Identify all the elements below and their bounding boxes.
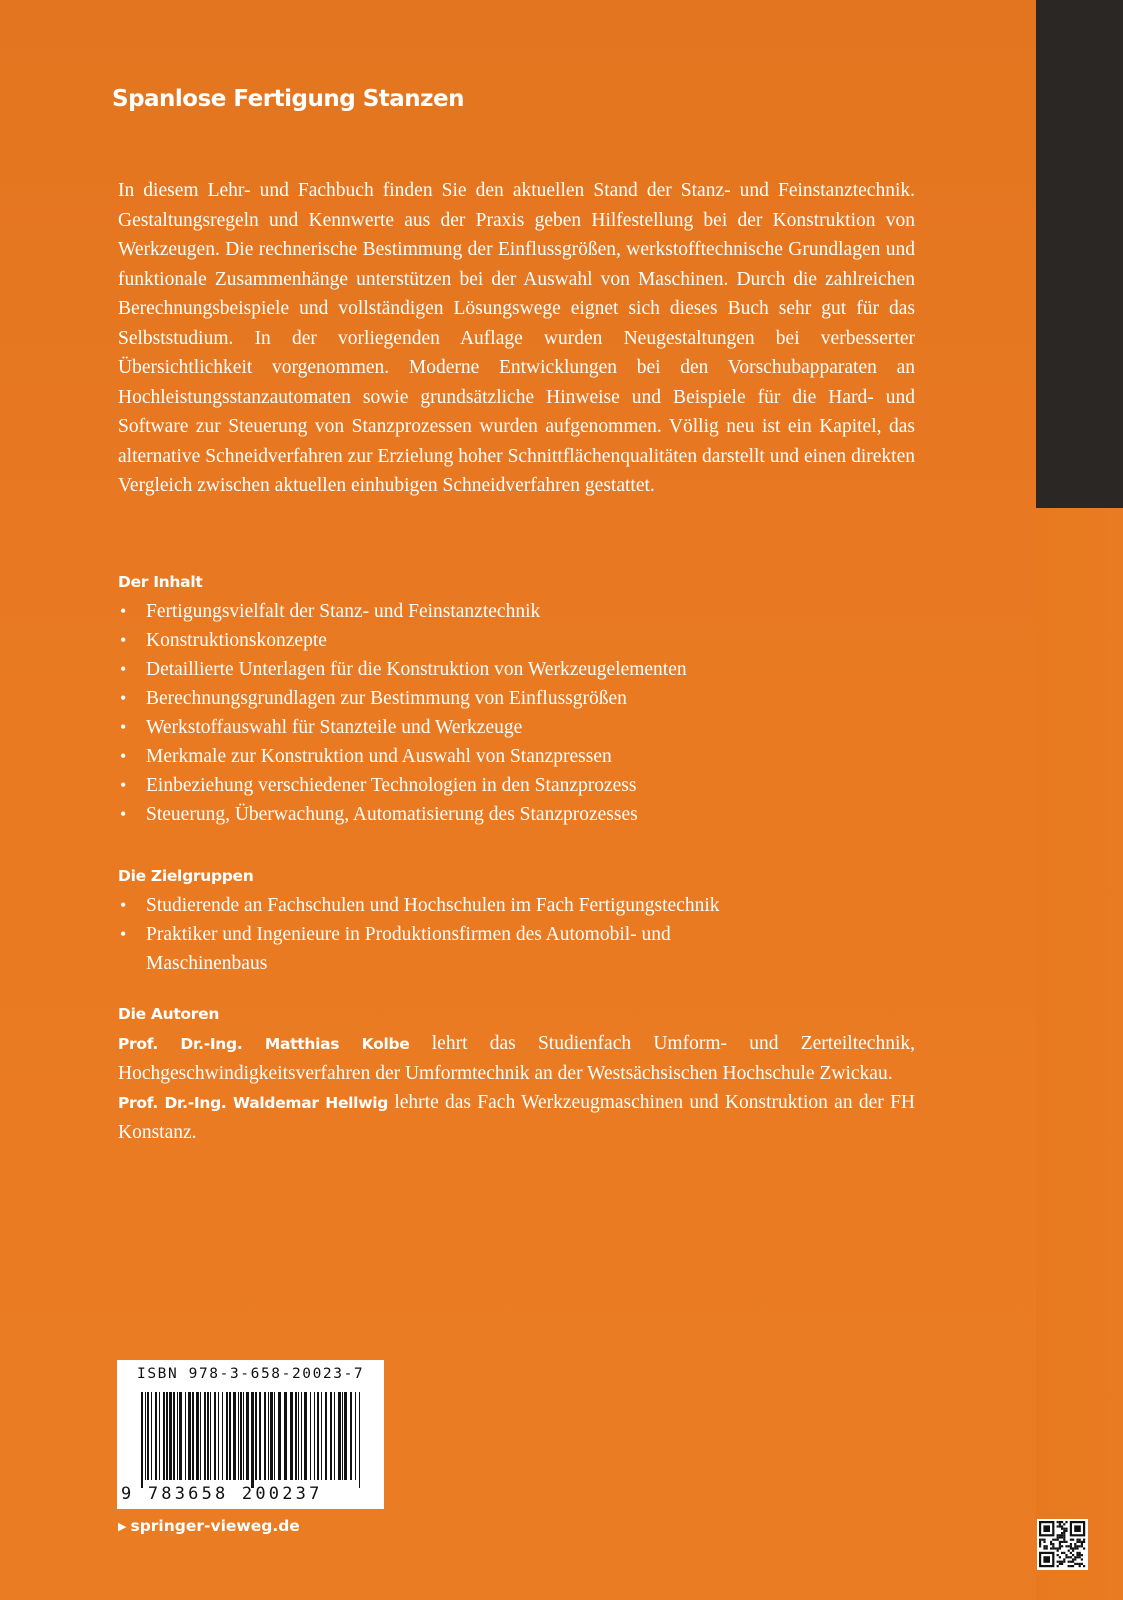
- author-name: Prof. Dr.-Ing. Waldemar Hellwig: [118, 1094, 389, 1112]
- list-item: • Einbeziehung verschiedener Technologien in den Stanzprozess: [118, 771, 918, 800]
- author-bio: lehrte das Fach Werkzeugmaschinen und Konstruktion an der FH Konstanz.: [118, 1092, 916, 1143]
- website-link[interactable]: [118, 1517, 300, 1535]
- list-item: • Konstruktionskonzepte: [118, 626, 918, 655]
- bullet-icon: •: [120, 717, 127, 737]
- list-item: • Fertigungsvielfalt der Stanz- und Feinstanztechnik: [118, 597, 918, 626]
- bullet-icon: •: [120, 895, 127, 915]
- list-item: • Praktiker und Ingenieure in Produktionsfirmen des Automobil- und Maschinenbaus: [118, 920, 706, 978]
- bullet-icon: •: [120, 688, 127, 708]
- cover-edge: [1036, 508, 1123, 1600]
- section-heading-autoren: Die Autoren: [118, 1005, 220, 1023]
- list-item: • Studierende an Fachschulen und Hochschulen im Fach Fertigungstechnik: [118, 891, 918, 920]
- section-heading-zielgruppen: Die Zielgruppen: [118, 867, 254, 885]
- bullet-icon: •: [120, 746, 127, 766]
- bullet-icon: •: [120, 775, 127, 795]
- bullet-icon: •: [120, 659, 127, 679]
- bullet-icon: •: [120, 601, 127, 621]
- isbn-label: ISBN 978-3-658-20023-7: [137, 1366, 365, 1382]
- section-zielgruppen: [118, 865, 918, 978]
- author-entry: [118, 1029, 915, 1088]
- dark-spine-bar: [1036, 0, 1123, 508]
- section-heading-inhalt: Der Inhalt: [118, 573, 203, 591]
- zielgruppen-list: [118, 891, 918, 978]
- book-title: Spanlose Fertigung Stanzen: [112, 86, 465, 112]
- bullet-icon: •: [120, 804, 127, 824]
- list-item: • Merkmale zur Konstruktion und Auswahl von Stanzpressen: [118, 742, 918, 771]
- section-inhalt: [118, 571, 918, 829]
- barcode-digits: 9 783658 200237: [121, 1484, 323, 1504]
- isbn-barcode: [117, 1360, 384, 1509]
- triangle-right-icon: ▶: [118, 1520, 127, 1533]
- bullet-icon: •: [120, 630, 127, 650]
- list-item: • Berechnungsgrundlagen zur Bestimmung von Einflussgrößen: [118, 684, 918, 713]
- author-name: Prof. Dr.-Ing. Matthias Kolbe: [118, 1035, 410, 1053]
- qr-code-icon: [1037, 1519, 1088, 1570]
- list-item: • Werkstoffauswahl für Stanzteile und Werkzeuge: [118, 713, 918, 742]
- list-item: • Detaillierte Unterlagen für die Konstruktion von Werkzeugelementen: [118, 655, 918, 684]
- website-text: springer-vieweg.de: [130, 1517, 300, 1535]
- intro-paragraph: In diesem Lehr- und Fachbuch finden Sie den aktuellen Stand der Stanz- und Feinstanztechnik. Gestaltungsregeln und Kennwerte aus der Praxis geben Hilfestellung bei der Konstruktion von Werkzeugen. Die rechnerische Bestimmung der Einflussgrößen, werkstofftechnische Grundlagen und funktionale Zusammenhänge unterstützen bei der Auswahl von Maschinen. Durch die zahlreichen Berechnungsbeispiele und vollständigen Lösungswege eignet sich dieses Buch sehr gut für das Selbststudium. In der vorliegenden Auflage wurden Neugestaltungen bei verbesserter Übersichtlichkeit vorgenommen. Moderne Entwicklungen bei den Vorschubapparaten an Hochleistungsstanzautomaten sowie grundsätzliche Hinweise und Beispiele für die Hard- und Software zur Steuerung von Stanzprozessen wurden aufgenommen. Völlig neu ist ein Kapitel, das alternative Schneidverfahren zur Erzielung hoher Schnittflächenqualitäten darstellt und einen direkten Vergleich zwischen aktuellen einhubigen Schneidverfahren gestattet.: [118, 180, 915, 496]
- inhalt-list: [118, 597, 918, 829]
- author-bio: lehrt das Studienfach Umform- und Zerteiltechnik, Hochgeschwindigkeitsverfahren der Umformtechnik an der Westsächsischen Hochschule Zwickau.: [118, 1033, 915, 1084]
- author-entry: [118, 1088, 915, 1147]
- section-autoren: [118, 1003, 918, 1147]
- bullet-icon: •: [120, 924, 127, 944]
- list-item: • Steuerung, Überwachung, Automatisierung des Stanzprozesses: [118, 800, 918, 829]
